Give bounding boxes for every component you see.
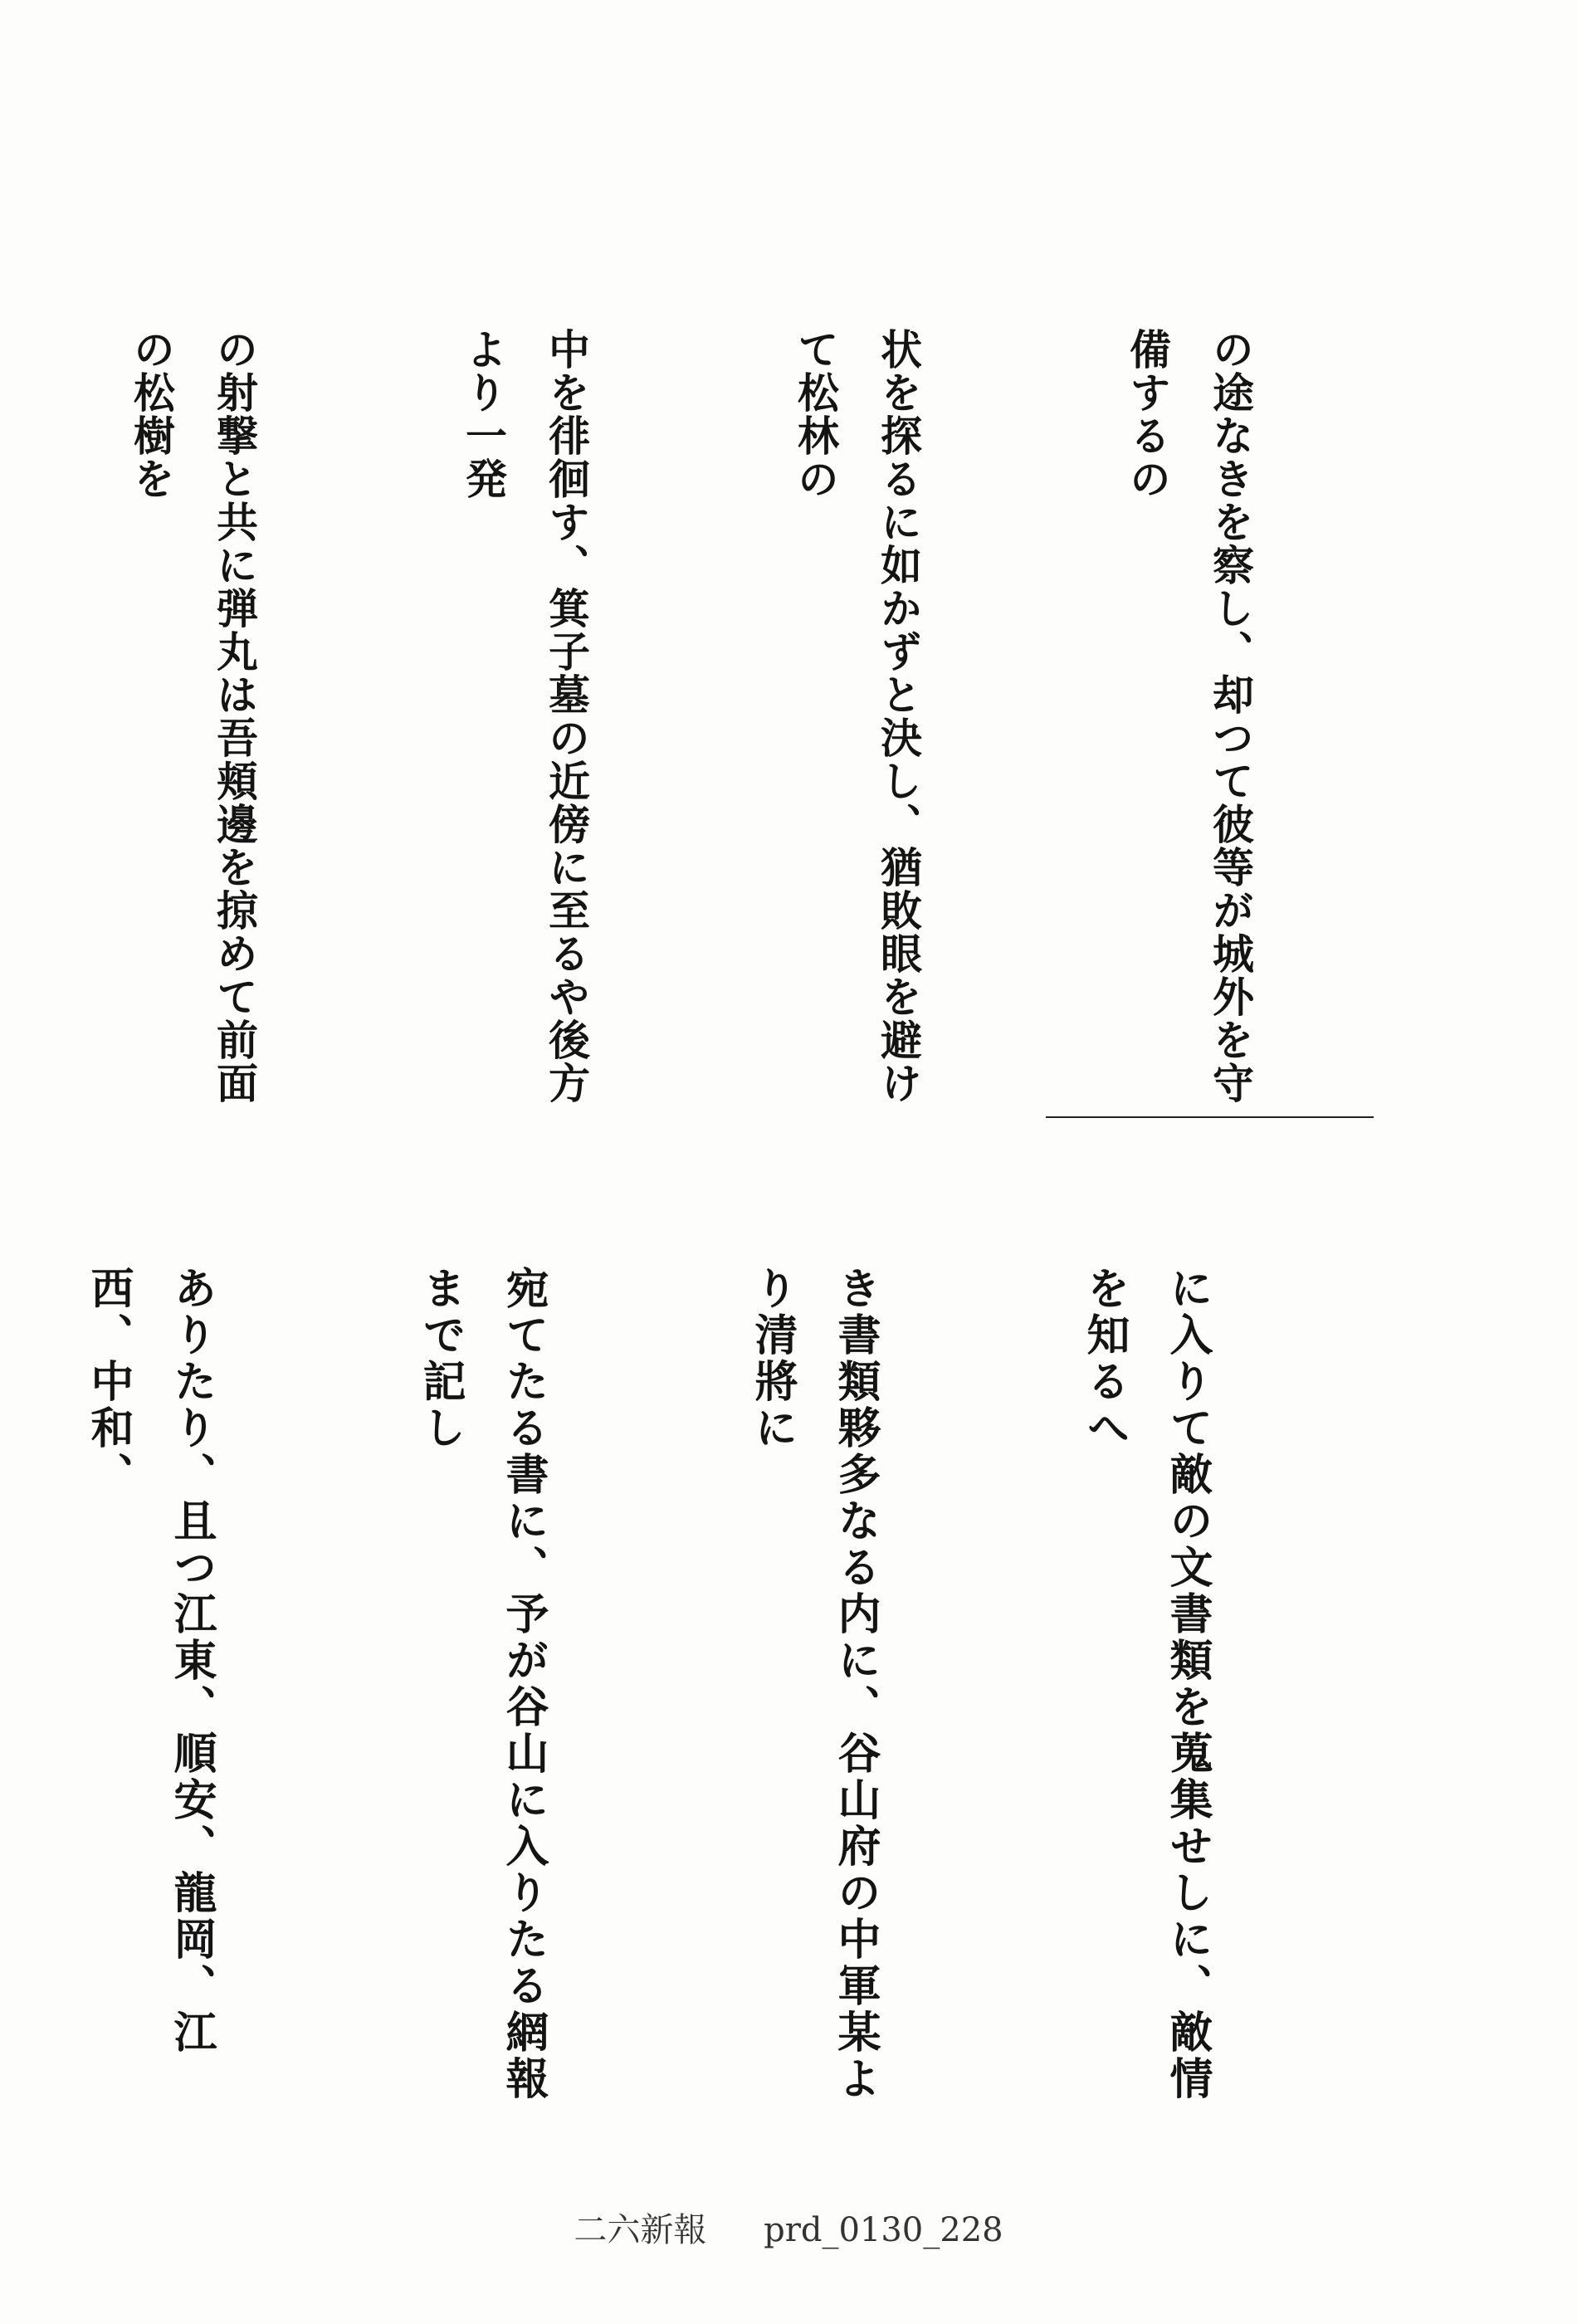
page-identifier: prd_0130_228 bbox=[764, 2211, 1003, 2249]
text-column: の途なきを察し、却つて彼等が城外を守備するの bbox=[1123, 328, 1255, 1105]
text-column: 宛てたる書に、予が谷山に入りたる網報まで記し bbox=[415, 1266, 549, 2102]
page-footer bbox=[0, 2204, 1577, 2253]
text-column: の射撃と共に弾丸は吾頬邊を掠めて前面の松樹を bbox=[127, 328, 259, 1105]
section-divider bbox=[1046, 1116, 1374, 1118]
text-column: 状を探るに如かずと決し、猶敗眼を避けて松林の bbox=[791, 328, 923, 1105]
text-column: に入りて敵の文書類を蒐集せしに、敵情を知るへ bbox=[1079, 1266, 1213, 2102]
article-text-bottom bbox=[83, 1266, 1394, 2129]
article-text-top bbox=[127, 328, 1438, 1108]
text-column: 中を徘徊す、箕子墓の近傍に至るや後方より一発 bbox=[459, 328, 591, 1105]
text-column: ありたり、且つ江東、順安、龍岡、江西、中和、 bbox=[83, 1266, 217, 2056]
publication-name: 二六新報 bbox=[574, 2211, 707, 2249]
text-column: き書類夥多なる内に、谷山府の中軍某より清將に bbox=[747, 1266, 881, 2102]
